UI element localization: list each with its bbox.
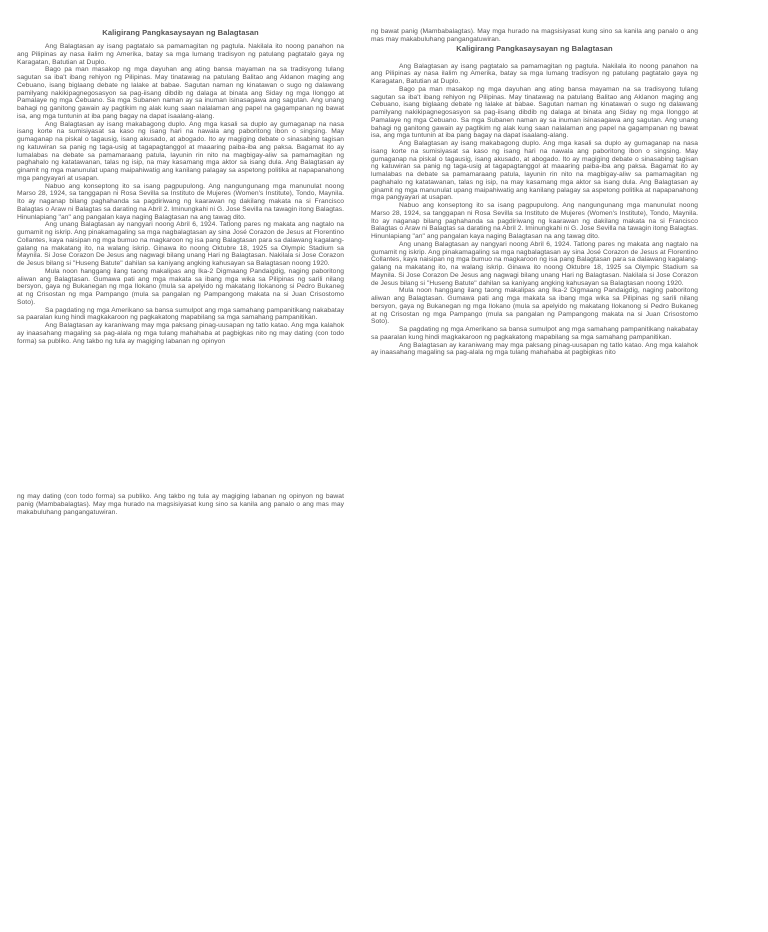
paragraph: Ang Balagtasan ay karaniwang may mga paksang pinag-uusapan ng tatlo katao. Ang mga kalahok ay inaasahang magaling sa pag-alala ng mga tulang mahahaba at pagbigkas nito [371, 341, 698, 357]
paragraph: Ang Balagtasan ay isang makabagong duplo. Ang mga kasali sa duplo ay gumaganap na nasa isang korte na sumisiyasat sa kaso ng isang hari na nawala ang paboritong ibon o singsing. May gumaganap na piskal o tagausig, isang akusado, at abogado. Ito ay magiging debate o sinasabing tagisan ng katuwiran sa panig ng taga-usig at tagapagtanggol at maaaring paiba-iba ang paksa. Bagamat ito ay lumalabas na debate sa pamamaraang patula, layunin rin nito na magbigay-aliw sa pamamagitan ng paghahalo ng katatawanan, talas ng isip, na may kasamang mga aktor sa isang dula. Ang Balagtasan ay ginamit ng mga manunulat upang maipahiwatig ang kanilang palagay sa aspetong politika at napapanahong mga pangyayari at usapan. [371, 140, 698, 202]
left-column [17, 28, 344, 345]
paragraph-continuation: ng may dating (con todo forma) sa publiko. Ang takbo ng tula ay magiging labanan ng opinyon ng bawat panig (Mambabalagtas). May mga hurado na magsisiyasat kung sino sa kanila ang panalo o ang mas may makabuluhang pangangatuwiran. [17, 493, 344, 516]
paragraph: Bago pa man masakop ng mga dayuhan ang ating bansa mayaman na sa tradisyong tulang sagutan sa iba't ibang rehiyon ng Pilipinas. May tinatawag na patulang Balitao ang Aklanon maging ang Cebuano, isang biglaang debate ng lalake at babae. Sagutan naman ng kinatawan o sugo ng dalawang pamilyang nakikipagnegosasyon sa pag-iisang dibdib ng dalaga at binata ang Siday ng mga Ilonggo at Pamalaye ng mga Cebuano. Sa mga Subanen naman ay sa inuman isinasagawa ang sagutan. Ang unang bahagi ng ganitong gawain ay pagtikim ng alak kung saan nalalaman ang papel na gagampanan ng bawat isa, ang mga tuntunin at iba pang bagay na dapat isaalang-alang. [371, 85, 698, 140]
right-column [371, 28, 698, 357]
paragraph: Mula noon hanggang ilang taong makalipas ang Ika-2 Digmaang Pandaigdig, naging paboritong aliwan ang Balagtasan. Gumawa pati ang mga makata sa ibang mga wika sa Pilipinas ng sarili nilang bersyon, gaya ng Bukanegan ng mga Ilokano (mula sa apelyido ng makatang Ilokanong si Pedro Bukaneg at ng Crisostan ng mga Pampango (mula sa pangalan ng Pampangong makata na si Juan Crisostomo Soto). [17, 267, 344, 306]
section-title: Kaligirang Pangkasaysayan ng Balagtasan [456, 43, 613, 53]
paragraph: Sa pagdating ng mga Amerikano sa bansa sumulpot ang mga samahang pampanitikang nakabatay sa paaralan kung hindi magkakaroon ng pagkakatong mapabilang sa mga samahang pampanitikan. [17, 306, 344, 322]
left-bottom-continuation [17, 493, 344, 516]
paragraph: Ang unang Balagtasan ay nangyari noong Abril 6, 1924. Tatlong pares ng makata ang nagtalo na gumamit ng iskrip. Ang pinakamagaling sa mga nagbalagtasan ay sina José Corazon de Jesus at Florentino Collantes, kaya naisipan ng mga bumuo na magkaroon ng isa pang Balagtasan para sa dalawang kagalang-galang na makatang ito, na walang iskrip. Ginawa ito noong Oktubre 18, 1925 sa Olympic Stadium sa Maynila. Si Jose Corazon De Jesus ang nagwagi bilang unang Hari ng Balagtasan. Nakilala si Jose Corazon de Jesus bilang si "Huseng Batute" dahilan sa kaniyang angking kahusayan sa Balagtasan noong 1920. [17, 221, 344, 267]
paragraph: Ang Balagtasan ay isang pagtatalo sa pamamagitan ng pagtula. Nakilala ito noong panahon na ang Pilipinas ay nasa ilalim ng Amerika, batay sa mga lumang tradisyon ng patulang pagtatalo gaya ng Karagatan, Batutian at Duplo. [17, 43, 344, 66]
page-title: Kaligirang Pangkasaysayan ng Balagtasan [102, 28, 259, 37]
paragraph: Sa pagdating ng mga Amerikano sa bansa sumulpot ang mga samahang pampanitikang nakabatay sa paaralan kung hindi magkakaroon ng pagkakatong mapabilang sa mga samahang pampanitikan. [371, 326, 698, 341]
paragraph: Ang Balagtasan ay isang makabagong duplo. Ang mga kasali sa duplo ay gumaganap na nasa isang korte na sumisiyasat sa kaso ng isang hari na nawala ang paboritong ibon o singsing. May gumaganap na piskal o tagausig, isang akusado, at abogado. Ito ay magiging debate o sinasabing tagisan ng katuwiran sa panig ng taga-usig at tagapagtanggol at maaaring paiba-iba ang paksa. Bagamat ito ay lumalabas na debate sa pamamaraang patula, layunin rin nito na magbigay-aliw sa pamamagitan ng paghahalo ng katatawanan, talas ng isip, na may kasamang mga aktor sa isang dula. Ang Balagtasan ay ginamit ng mga manunulat upang maipahiwatig ang kanilang palagay sa aspetong politika at napapanahong mga pangyayari at usapan. [17, 120, 344, 182]
paragraph: Ang Balagtasan ay isang pagtatalo sa pamamagitan ng pagtula. Nakilala ito noong panahon na ang Pilipinas ay nasa ilalim ng Amerika, batay sa mga lumang tradisyon ng patulang pagtatalo gaya ng Karagatan, Batutian at Duplo. [371, 62, 698, 85]
paragraph: Bago pa man masakop ng mga dayuhan ang ating bansa mayaman na sa tradisyong tulang sagutan sa iba't ibang rehiyon ng Pilipinas. May tinatawag na patulang Balitao ang Aklanon maging ang Cebuano, isang biglaang debate ng lalake at babae. Sagutan naman ng kinatawan o sugo ng dalawang pamilyang nakikipagnegosasyon sa pag-iisang dibdib ng dalaga at binata ang Siday ng mga Ilonggo at Pamalaye ng mga Cebuano. Sa mga Subanen naman ay sa inuman isinasagawa ang sagutan. Ang unang bahagi ng ganitong gawain ay pagtikim ng alak kung saan nalalaman ang papel na gagampanan ng bawat isa, ang mga tuntunin at iba pang bagay na dapat isaalang-alang. [17, 66, 344, 120]
paragraph [0, 0, 1, 1]
paragraph-continuation: ng bawat panig (Mambabalagtas). May mga hurado na magsisiyasat kung sino sa kanila ang panalo o ang mas may makabuluhang pangangatuwiran. [371, 28, 698, 43]
paragraph: Ang Balagtasan ay karaniwang may mga paksang pinag-uusapan ng tatlo katao. Ang mga kalahok ay inaasahang magaling sa pag-alala ng mga tulang mahahaba at pagbigkas nito ng may dating (con todo forma) sa publiko. Ang takbo ng tula ay magiging labanan ng opinyon [17, 322, 344, 345]
paragraph: Ang unang Balagtasan ay nangyari noong Abril 6, 1924. Tatlong pares ng makata ang nagtalo na gumamit ng iskrip. Ang pinakamagaling sa mga nagbalagtasan ay sina José Corazon de Jesus at Florentino Collantes, kaya naisipan ng mga bumuo na magkaroon ng isa pang Balagtasan para sa dalawang kagalang-galang na makatang ito, na walang iskrip. Ginawa ito noong Oktubre 18, 1925 sa Olympic Stadium sa Maynila. Si Jose Corazon De Jesus ang nagwagi bilang unang Hari ng Balagtasan. Nakilala si Jose Corazon de Jesus bilang si "Huseng Batute" dahilan sa kaniyang angking kahusayan sa Balagtasan noong 1920. [371, 240, 698, 287]
paragraph: Nabuo ang konseptong ito sa isang pagpupulong. Ang nangungunang mga manunulat noong Marso 28, 1924, sa tanggapan ni Rosa Sevilla sa Instituto de Mujeres (Women's Institute), Tondo, Maynila. Ito ay naganap bilang paghahanda sa pagdiriwang ng kaarawan ng dakilang makata na si Francisco Balagtas o Araw ni Balagtas sa darating na Abril 2. Iminungkahi ni G. Jose Sevilla na tawagin itong Balagtas. Hinunlapiang "an" ang pangalan kaya naging Balagtasan na ang tawag dito. [17, 182, 345, 221]
paragraph: Mula noon hanggang ilang taong makalipas ang Ika-2 Digmaang Pandaigdig, naging paboritong aliwan ang Balagtasan. Gumawa pati ang mga makata sa ibang mga wika sa Pilipinas ng sarili nilang bersyon, gaya ng Bukanegan ng mga Ilokano (mula sa apelyido ng makatang Ilokanong si Pedro Bukaneg at ng Crisostan ng mga Pampango (mula sa pangalan ng Pampangong makata na si Juan Crisostomo Soto). [371, 287, 698, 326]
paragraph: Nabuo ang konseptong ito sa isang pagpupulong. Ang nangungunang mga manunulat noong Marso 28, 1924, sa tanggapan ni Rosa Sevilla sa Instituto de Mujeres (Women's Institute), Tondo, Maynila. Ito ay naganap bilang paghahanda sa pagdiriwang ng kaarawan ng dakilang makata na si Francisco Balagtas o Araw ni Balagtas sa darating na Abril 2. Iminungkahi ni G. Jose Sevilla na tawagin itong Balagtas. Hinunlapiang "an" ang pangalan kaya naging Balagtasan na ang tawag dito. [371, 202, 699, 240]
